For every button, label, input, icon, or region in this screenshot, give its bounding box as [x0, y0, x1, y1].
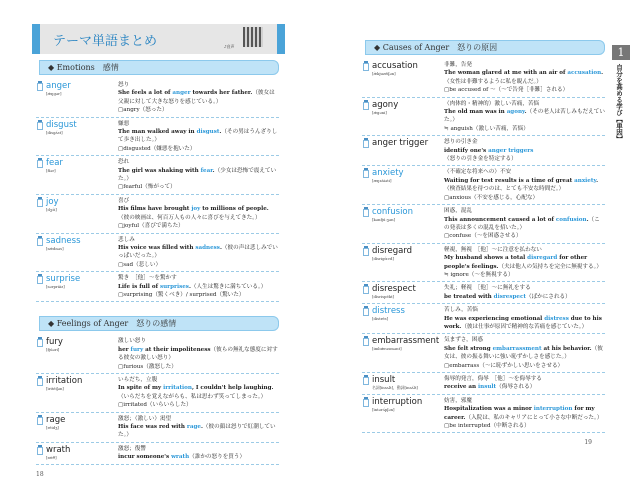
example-sentence	[118, 424, 203, 430]
example-highlight: insult	[478, 384, 497, 391]
pronunciation: [disgʌ́st]	[46, 129, 63, 135]
vocab-entry	[36, 156, 279, 195]
vocab-entry	[362, 98, 605, 137]
translation: （この発表は多くの混乱を招いた。）	[444, 216, 600, 231]
meaning: 妨害，邪魔	[444, 397, 472, 404]
example-text: , I couldn't help laughing.	[191, 385, 274, 392]
meaning: 失礼；軽視 ［他］～に無礼をする	[444, 285, 531, 292]
left-entries	[36, 56, 279, 465]
example-text: for other people's feelings.	[444, 255, 588, 270]
example-highlight: agony	[506, 109, 525, 116]
definition-column	[444, 246, 605, 280]
vocab-entry	[36, 118, 279, 157]
checkbox-icon[interactable]	[37, 238, 43, 246]
definition-column	[444, 375, 605, 392]
example-highlight: disrespect	[493, 293, 526, 300]
translation: （その老人は苦しみもだえていた。）	[444, 109, 605, 124]
headword: disgust	[46, 119, 77, 130]
example-text: Life is full of	[118, 283, 160, 290]
example-text: receive an	[444, 384, 478, 391]
right-page	[362, 0, 607, 447]
example-text: to millions of people.	[200, 206, 269, 213]
example-text: She feels a lot of	[118, 90, 173, 97]
example-text: .	[188, 283, 191, 290]
word-column	[36, 120, 118, 154]
definition-column	[118, 197, 279, 231]
example-text: .	[200, 424, 203, 430]
word-column	[362, 336, 444, 370]
example-sentence	[118, 206, 269, 212]
example-text: His films have brought	[118, 206, 192, 213]
vocab-entry	[36, 335, 279, 374]
word-column	[36, 236, 118, 270]
related-word: ▢anxious（不安を感じる，心配な）	[444, 194, 539, 201]
checkbox-icon[interactable]	[363, 338, 369, 346]
definition-column	[118, 158, 279, 192]
example-text: The woman glared at me with an air of	[444, 70, 568, 77]
example-highlight: interruption	[533, 406, 573, 413]
example-text: .	[601, 70, 604, 77]
theme-header-band	[36, 24, 281, 54]
example-highlight: irritation	[163, 385, 192, 392]
related-word: ▢furious（激怒した）	[118, 363, 177, 370]
pronunciation: [dìsrigɑ́ːrd]	[372, 255, 394, 261]
headword: sadness	[46, 235, 81, 246]
checkbox-icon[interactable]	[37, 199, 43, 207]
example-highlight: anger	[172, 90, 191, 97]
translation: （彼の声は悲しみでいっぱいだった。）	[118, 244, 278, 260]
example-text: .	[586, 216, 589, 223]
headword: interruption	[372, 396, 423, 407]
word-column	[36, 337, 118, 371]
checkbox-icon[interactable]	[363, 399, 369, 407]
example-highlight: rage	[186, 424, 201, 430]
pronunciation: [sǽdnəs]	[46, 245, 64, 251]
vocab-entry	[36, 195, 279, 234]
vocab-entry	[362, 373, 605, 395]
page-number-left: 18	[36, 470, 44, 478]
translation: （怒りの引き金を特定する）	[444, 156, 517, 163]
definition-column	[118, 274, 279, 299]
example-sentence	[118, 245, 222, 251]
word-column	[36, 158, 118, 192]
example-sentence	[444, 109, 527, 115]
qr-code-icon[interactable]	[243, 27, 263, 47]
example-text: .	[219, 244, 222, 251]
example-highlight: distress	[544, 315, 569, 322]
translation: （検査結果を待つのは、とても不安な時間だ。）	[444, 186, 565, 193]
example-text: His voice was filled with	[118, 244, 196, 251]
example-text: In spite of my	[118, 385, 164, 392]
left-page	[36, 0, 281, 479]
example-text: be treated with	[444, 293, 494, 300]
meaning: 怒り	[118, 82, 130, 88]
related-word: ▢disgusted（嫌悪を抱いた）	[118, 145, 196, 152]
meaning: 悲しみ	[118, 236, 135, 243]
word-column	[36, 445, 118, 462]
audio-label: ♪音声	[224, 44, 235, 49]
related-word: ≒ anguish（激しい苦痛，苦悩）	[444, 125, 529, 132]
checkbox-icon[interactable]	[363, 170, 369, 178]
word-column	[362, 375, 444, 392]
headword: fury	[46, 337, 63, 348]
definition-column	[444, 61, 605, 95]
headword: anger trigger	[372, 138, 429, 149]
vocab-entry	[362, 282, 605, 304]
pronunciation: [dìsrispékt]	[372, 294, 395, 300]
pronunciation: [æŋzáiəti]	[372, 178, 392, 184]
checkbox-icon[interactable]	[37, 339, 43, 347]
vocab-entry	[36, 272, 279, 302]
word-column	[362, 397, 444, 431]
example-text: at his behavior.	[541, 345, 592, 352]
example-text: She felt strong	[444, 345, 493, 352]
example-highlight: surprises	[159, 283, 189, 290]
pronunciation: [æ̀kjuzéiʃən]	[372, 71, 396, 76]
example-highlight: anger triggers	[488, 147, 534, 154]
checkbox-icon[interactable]	[363, 63, 369, 71]
example-text: identify one's	[444, 147, 489, 154]
example-text: The old man was in	[444, 109, 507, 116]
meaning: いらだち，立腹	[118, 376, 158, 383]
definition-column	[118, 376, 279, 410]
example-highlight: fear	[200, 167, 213, 174]
pronunciation: [fíər]	[46, 168, 56, 174]
meaning: （肉体的・精神的）激しい苦痛，苦悩	[444, 100, 540, 107]
pronunciation: [distrés]	[372, 316, 389, 322]
example-sentence	[118, 168, 215, 174]
vocab-entry	[362, 59, 605, 98]
related-word: ▢sad（悲しい）	[118, 261, 162, 268]
example-highlight: accusation	[567, 70, 602, 77]
example-highlight: disregard	[527, 255, 558, 262]
related-word: ▢be accused of ～（～で告発［非難］される）	[444, 87, 569, 94]
checkbox-icon[interactable]	[363, 102, 369, 110]
definition-column	[118, 415, 279, 440]
related-word: ≒ ignore（～を無視する）	[444, 271, 514, 278]
vocab-entry	[362, 304, 605, 334]
pronunciation: [rǽθ]	[46, 454, 57, 460]
pronunciation: [ìritéiʃən]	[46, 385, 64, 391]
page-number-right: 19	[584, 439, 592, 447]
example-text: .	[596, 177, 599, 184]
example-text: He was experiencing emotional	[444, 315, 545, 322]
example-text: due to his work.	[444, 315, 602, 330]
meaning: 恐れ	[118, 159, 130, 166]
example-sentence	[118, 284, 191, 290]
example-sentence	[444, 294, 526, 300]
related-word: ▢fearful（怖がって）	[118, 184, 176, 191]
meaning: 激怒；（激しい）渇望	[118, 415, 172, 422]
headword: accusation	[372, 61, 418, 71]
word-column	[362, 284, 444, 301]
checkbox-icon[interactable]	[363, 248, 369, 256]
definition-column	[444, 207, 605, 241]
translation: （入院は、私のキャリアにとって小さな中断だった。）	[465, 414, 603, 421]
example-text: .	[524, 109, 527, 116]
definition-column	[444, 284, 605, 301]
word-column	[362, 138, 444, 163]
example-sentence	[118, 129, 221, 135]
vocab-entry	[362, 244, 605, 283]
definition-column	[118, 81, 279, 115]
example-text: her	[118, 346, 131, 353]
example-highlight: disgust	[196, 129, 220, 136]
checkbox-icon[interactable]	[363, 209, 369, 217]
headword: disregard	[372, 245, 413, 256]
meaning: 苦しみ，苦悩	[444, 307, 478, 314]
pronunciation: [dʒɔ́i]	[46, 206, 57, 212]
headword: insult	[372, 375, 396, 385]
example-text: The man walked away in	[118, 129, 197, 136]
definition-column	[444, 397, 605, 431]
translation: （侮辱される）	[496, 384, 536, 391]
definition-column	[444, 138, 605, 163]
example-text: .	[219, 129, 222, 136]
example-sentence	[118, 90, 252, 96]
translation: （誰かの怒りを買う）	[189, 454, 246, 461]
meaning: 軽視，無視 ［他］～に注意を払わない	[444, 246, 542, 253]
pronunciation: 名詞[ínsʌlt]，動詞[insʌ́lt]	[372, 385, 418, 390]
related-word: ▢irritated（いらいらした）	[118, 402, 192, 409]
chapter-tab-number: 1	[612, 45, 630, 60]
meaning: 侮辱的発言，侮辱 ［他］～を侮辱する	[444, 376, 542, 382]
vocab-entry	[362, 136, 605, 166]
word-column	[36, 197, 118, 231]
translation: （その男はうんざりして歩き出した。）	[118, 129, 278, 144]
checkbox-icon[interactable]	[363, 308, 369, 316]
checkbox-icon[interactable]	[363, 140, 369, 148]
vocab-entry	[362, 205, 605, 244]
definition-column	[118, 236, 279, 270]
example-highlight: anxiety	[574, 177, 597, 184]
vocab-entry	[36, 234, 279, 273]
related-word: ▢confuse（～を困惑させる）	[444, 233, 522, 240]
headword: irritation	[46, 375, 83, 386]
definition-column	[444, 336, 605, 370]
word-column	[362, 246, 444, 280]
word-column	[36, 376, 118, 410]
translation: （彼女は父親に対して大きな怒りを感じている。）	[118, 90, 275, 105]
pronunciation: [fjúəri]	[46, 347, 60, 353]
meaning: 喜び	[118, 197, 130, 204]
related-word: ▢joyful（喜びで満ちた）	[118, 223, 184, 230]
meaning: 怒りの引き金	[444, 139, 478, 146]
checkbox-icon[interactable]	[37, 276, 43, 284]
example-sentence	[444, 217, 589, 223]
example-text: This announcement caused a lot of	[444, 216, 556, 223]
section-header: ◆ Feelings of Anger 怒りの感情	[39, 316, 279, 331]
pronunciation: [ìntərʌ́pʃən]	[372, 406, 395, 412]
pronunciation: [kənfjúːʒən]	[372, 217, 396, 223]
word-column	[362, 61, 444, 95]
example-text: towards her father.	[190, 90, 253, 97]
headword: anxiety	[372, 168, 404, 179]
example-sentence	[118, 385, 273, 391]
translation: （人生は驚きに満ちている。）	[190, 283, 267, 290]
headword: anger	[46, 81, 71, 91]
headword: fear	[46, 158, 63, 169]
checkbox-icon[interactable]	[37, 83, 43, 91]
vocab-entry	[362, 166, 605, 205]
example-highlight: fury	[130, 346, 144, 353]
meaning: 非難，告発	[444, 62, 472, 68]
word-column	[362, 306, 444, 331]
example-sentence	[444, 148, 533, 154]
pronunciation: [ǽgəni]	[372, 109, 387, 115]
related-word: ▢embarrass（～に恥ずかしい思いをさせる）	[444, 362, 564, 369]
related-word: ▢surprising（驚くべき）/ surprised（驚いた）	[118, 291, 245, 298]
vocab-entry	[36, 374, 279, 413]
definition-column	[444, 168, 605, 202]
meaning: 困惑，混乱	[444, 208, 472, 215]
definition-column	[444, 306, 605, 331]
meaning: （不確定な将来への）不安	[444, 169, 512, 176]
translation: （彼の映画は、何百万人もの人々に喜びを与えてきた。）	[118, 214, 261, 221]
word-column	[362, 168, 444, 202]
example-sentence	[444, 178, 598, 184]
example-text: His face was red with	[118, 424, 187, 430]
example-sentence	[444, 346, 592, 352]
headword: surprise	[46, 274, 81, 285]
translation: （ばかにされる）	[525, 293, 571, 300]
word-column	[362, 207, 444, 241]
translation: （少女は恐怖で震えていた。）	[118, 167, 277, 183]
chapter-tab-label: 自分を高める学び【単因】	[615, 64, 623, 142]
vocab-entry	[362, 334, 605, 373]
headword: embarrassment	[372, 336, 440, 347]
meaning: 気まずさ，困惑	[444, 337, 483, 344]
example-sentence	[118, 454, 189, 460]
headword: disrespect	[372, 284, 416, 295]
meaning: 嫌悪	[118, 120, 130, 127]
meaning: 激怒；復讐	[118, 445, 146, 452]
translation: （彼は仕事が原因で精神的な苦痛を感じていた。）	[461, 323, 588, 330]
checkbox-icon[interactable]	[363, 286, 369, 294]
headword: distress	[372, 306, 405, 317]
example-text: at their impoliteness	[143, 346, 211, 353]
translation: （女性は非難するように私を睨んだ。）	[444, 78, 542, 85]
section-gap	[36, 302, 279, 312]
example-highlight: sadness	[195, 244, 220, 251]
example-highlight: embarrassment	[492, 345, 542, 352]
definition-column	[118, 337, 279, 371]
word-column	[36, 415, 118, 440]
example-highlight: wrath	[171, 454, 190, 461]
example-text: My husband shows a total	[444, 255, 528, 262]
example-sentence	[444, 70, 603, 76]
example-text: for my career.	[444, 406, 595, 421]
example-text: Hospitalization was a minor	[444, 406, 534, 413]
example-text: incur someone's	[118, 454, 172, 461]
example-sentence	[444, 384, 496, 390]
section-header: ◆ Emotions 感情	[39, 60, 279, 75]
meaning: 驚き ［他］～を驚かす	[118, 275, 177, 282]
vocab-entry	[362, 395, 605, 434]
pronunciation: [ǽŋgər]	[46, 91, 62, 96]
pronunciation: [imbǽrəsmənt]	[372, 346, 402, 352]
headword: confusion	[372, 207, 414, 218]
definition-column	[444, 100, 605, 134]
vocab-entry	[36, 443, 279, 465]
headword: joy	[46, 196, 59, 207]
word-column	[36, 81, 118, 115]
definition-column	[118, 445, 279, 462]
headword: wrath	[46, 444, 71, 455]
checkbox-icon[interactable]	[37, 160, 43, 168]
example-highlight: confusion	[555, 216, 587, 223]
example-text: Waiting for test results is a time of great	[444, 177, 575, 184]
checkbox-icon[interactable]	[37, 122, 43, 130]
vocab-entry	[36, 79, 279, 118]
theme-title: テーマ単語まとめ	[53, 34, 158, 49]
translation: （彼女は、彼の振る舞いに強い恥ずかしさを感じた。）	[444, 345, 603, 361]
translation: （いらだちを覚えながらも、私は思わず笑ってしまった。）	[118, 393, 267, 400]
related-word: ▢be interrupted（中断される）	[444, 423, 530, 430]
definition-column	[118, 120, 279, 154]
translation: （彼の顔は怒りで紅潮していた。）	[118, 424, 276, 439]
pronunciation: [sərpráiz]	[46, 284, 65, 290]
translation: （夫は他人の気持ちを完全に無視する。）	[498, 263, 602, 270]
example-sentence	[118, 347, 211, 353]
checkbox-icon[interactable]	[37, 378, 43, 386]
example-text: The girl was shaking with	[118, 167, 201, 174]
headword: rage	[46, 414, 66, 425]
right-entries	[362, 36, 605, 433]
translation: （彼らの無礼な態度に対する彼女の激しい怒り）	[118, 346, 278, 362]
headword: agony	[372, 99, 399, 110]
pronunciation: [réidʒ]	[46, 424, 59, 430]
checkbox-icon[interactable]	[37, 417, 43, 425]
checkbox-icon[interactable]	[37, 447, 43, 455]
vocab-entry	[36, 413, 279, 443]
meaning: 激しい怒り	[118, 338, 146, 345]
section-header: ◆ Causes of Anger 怒りの原因	[365, 40, 605, 55]
related-word: ▢angry（怒った）	[118, 107, 168, 114]
example-text: .	[212, 167, 215, 174]
example-highlight: joy	[191, 206, 201, 213]
word-column	[36, 274, 118, 299]
word-column	[362, 100, 444, 134]
checkbox-icon[interactable]	[363, 377, 369, 385]
